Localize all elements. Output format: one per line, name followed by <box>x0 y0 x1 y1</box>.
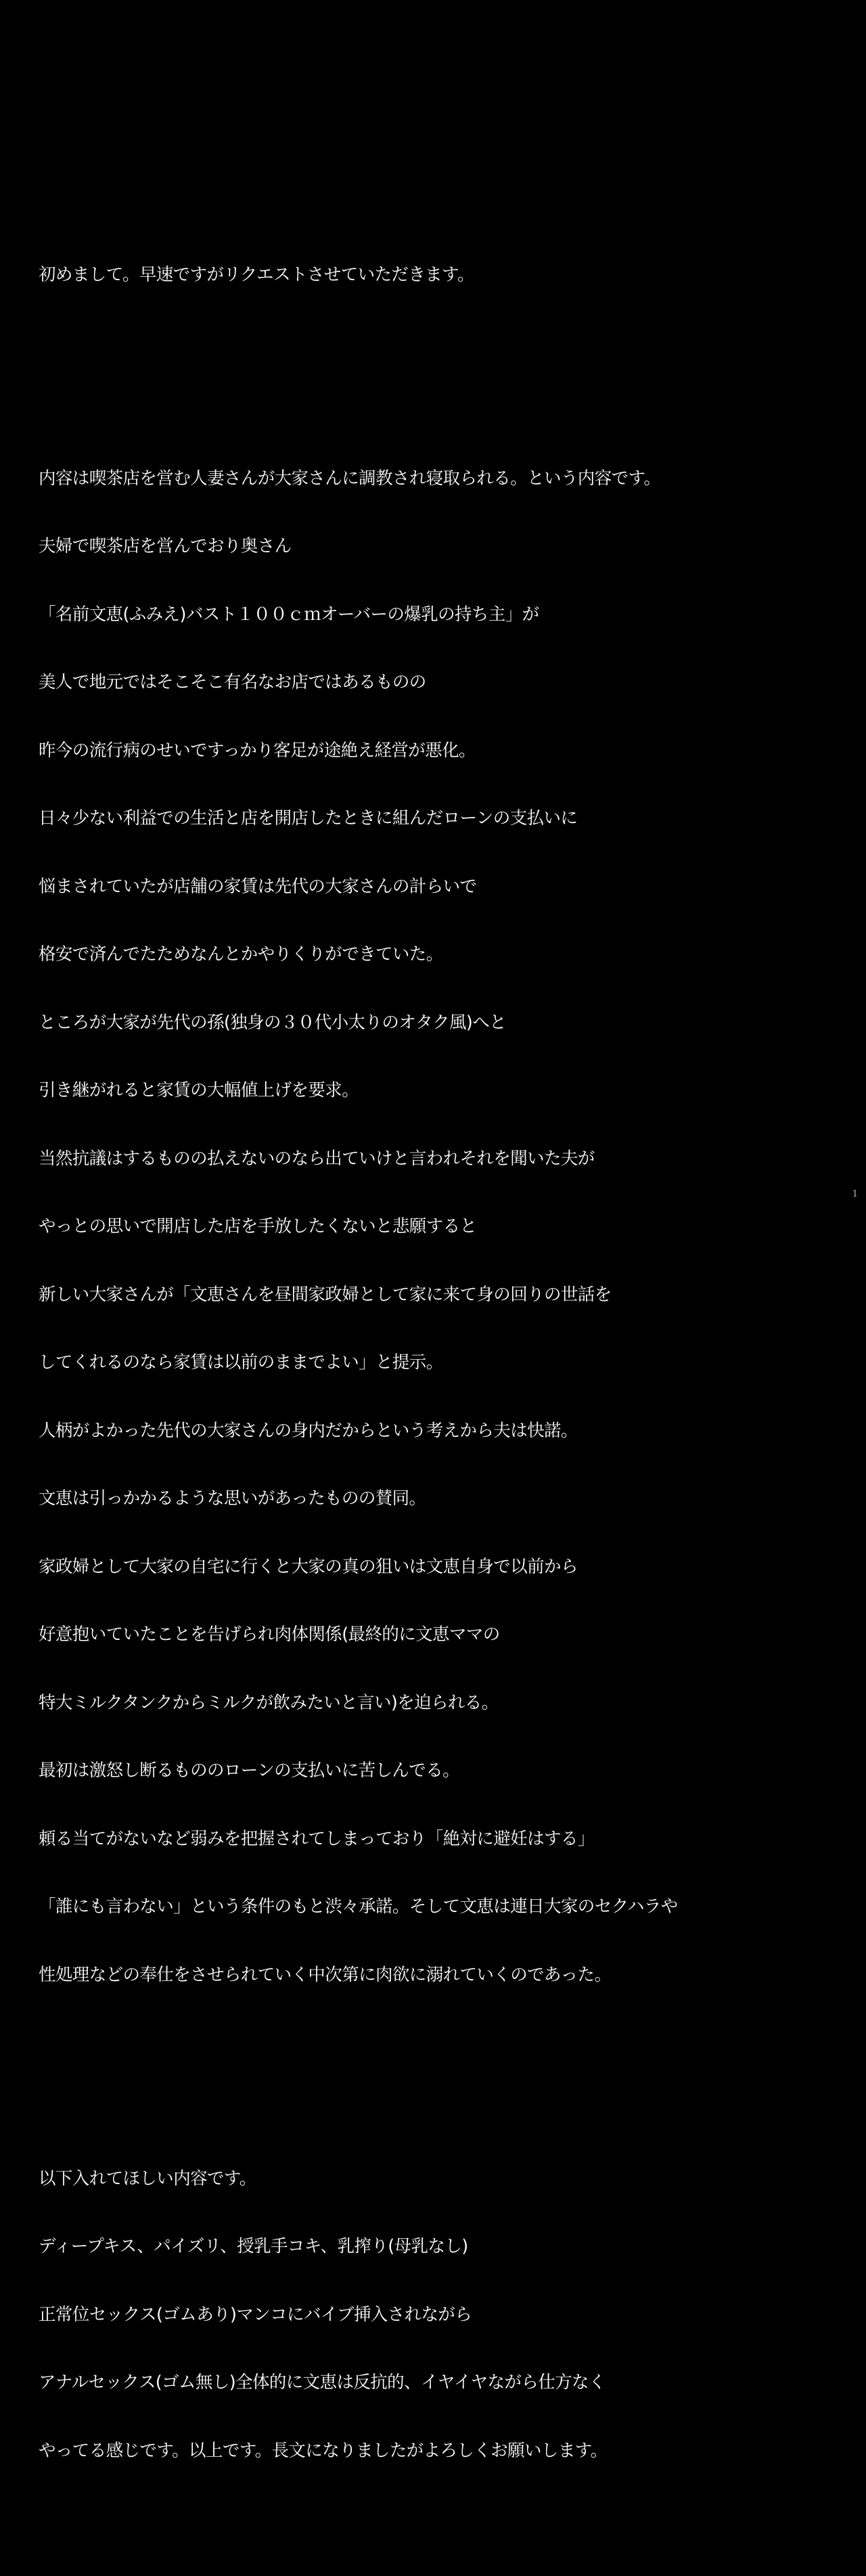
text-line: 最初は激怒し断るもののローンの支払いに苦しんでる。 <box>39 1760 459 1781</box>
text-line: 内容は喫茶店を営む人妻さんが大家さんに調教され寝取られる。という内容です。 <box>39 468 661 489</box>
text-line: 昨今の流行病のせいですっかり客足が途絶え経営が悪化。 <box>39 740 476 761</box>
text-line: 新しい大家さんが「文恵さんを昼間家政婦として家に来て身の回りの世話を <box>39 1284 612 1305</box>
text-line: 美人で地元ではそこそこ有名なお店ではあるものの <box>39 672 426 692</box>
text-line: やっとの思いで開店した店を手放したくないと悲願すると <box>39 1216 477 1237</box>
text-line: ところが大家が先代の孫(独身の３０代小太りのオタク風)へと <box>39 1012 506 1033</box>
text-line: 文恵は引っかかるような思いがあったものの賛同。 <box>39 1488 426 1509</box>
text-line: 正常位セックス(ゴムあり)マンコにバイブ挿入されながら <box>39 2304 472 2325</box>
text-line: してくれるのなら家賃は以前のままでよい」と提示。 <box>39 1352 443 1373</box>
text-line: 性処理などの奉仕をさせられていく中次第に肉欲に溺れていくのであった。 <box>39 1964 612 1985</box>
text-line: 悩まされていたが店舗の家賃は先代の大家さんの計らいで <box>39 876 477 897</box>
paragraph-greeting <box>39 219 823 332</box>
text-line: 特大ミルクタンクからミルクが飲みたいと言い)を迫られる。 <box>39 1692 499 1713</box>
text-line: 好意抱いていたことを告げられ肉体関係(最終的に文恵ママの <box>39 1624 500 1645</box>
text-line: 初めまして。早速ですがリクエストさせていただきます。 <box>39 264 474 285</box>
text-line: 夫婦で喫茶店を営んでおり奥さん <box>39 536 292 556</box>
text-line: 頼る当てがないなど弱みを把握されてしまっており「絶対に避妊はする」 <box>39 1828 595 1849</box>
paragraph-synopsis <box>39 422 823 2033</box>
text-line: 家政婦として大家の自宅に行くと大家の真の狙いは文恵自身で以前から <box>39 1556 578 1577</box>
paragraph-requests <box>39 2123 823 2508</box>
text-line: アナルセックス(ゴム無し)全体的に文恵は反抗的、イヤイヤながら仕方なく <box>39 2372 606 2393</box>
text-line: 人柄がよかった先代の大家さんの身内だからという考えから夫は快諾。 <box>39 1420 578 1441</box>
text-line: 以下入れてほしい内容です。 <box>39 2168 256 2189</box>
text-line: 「名前文恵(ふみえ)バスト１００ｃｍオーバーの爆乳の持ち主」が <box>39 604 539 625</box>
text-line: 格安で済んでたためなんとかやりくりができていた。 <box>39 944 443 964</box>
text-line: 当然抗議はするものの払えないのなら出ていけと言われそれを聞いた夫が <box>39 1148 595 1169</box>
text-line: 引き継がれると家賃の大幅値上げを要求。 <box>39 1080 359 1101</box>
text-line: 「誰にも言わない」という条件のもと渋々承諾。そして文恵は連日大家のセクハラや <box>39 1896 678 1917</box>
text-line: やってる感じです。以上です。長文になりましたがよろしくお願いします。 <box>39 2440 608 2461</box>
text-line: ディープキス、パイズリ、授乳手コキ、乳搾り(母乳なし) <box>39 2236 468 2257</box>
request-text-body <box>39 150 823 2576</box>
page-number: 1 <box>852 1189 858 1199</box>
text-line: 日々少ない利益での生活と店を開店したときに組んだローンの支払いに <box>39 808 578 828</box>
